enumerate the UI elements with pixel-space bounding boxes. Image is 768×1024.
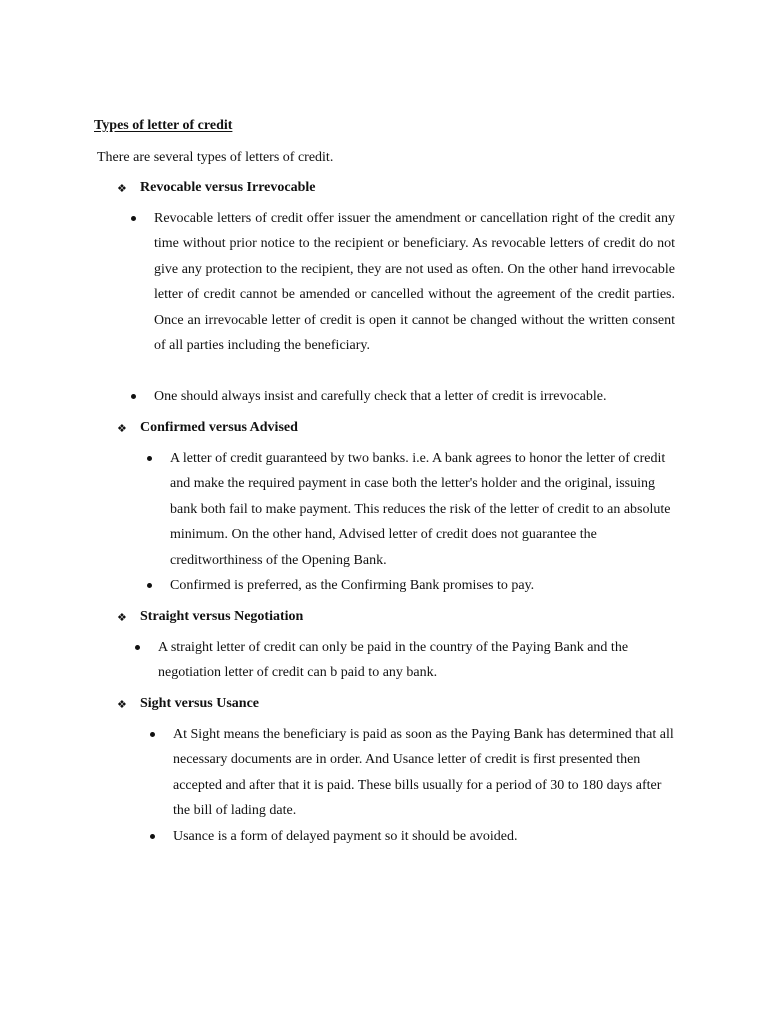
diamond-bullet-icon: ❖ bbox=[117, 612, 127, 624]
section-bullet-text: Confirmed is preferred, as the Confirming Bank promises to pay. bbox=[170, 578, 535, 593]
section-title-confirmed: Confirmed versus Advised bbox=[140, 420, 298, 435]
section-bullet-text: A letter of credit guaranteed by two banks. i.e. A bank agrees to honor the letter of credit and make the required payment in case both the letter's holder and the original, issuing bank both fail to make payment. This reduces the risk of the letter of credit to an absolute minimum. On the other hand, Advised letter of credit does not guarantee the creditworthiness of the Opening Bank. bbox=[170, 451, 671, 568]
section-bullet-text: Usance is a form of delayed payment so it should be avoided. bbox=[173, 829, 518, 844]
round-bullet-icon bbox=[147, 456, 152, 461]
round-bullet-icon bbox=[150, 732, 155, 737]
intro-paragraph: There are several types of letters of credit. bbox=[97, 150, 334, 165]
round-bullet-icon bbox=[147, 583, 152, 588]
round-bullet-icon bbox=[131, 216, 136, 221]
page-title: Types of letter of credit bbox=[94, 118, 233, 133]
section-title-revocable: Revocable versus Irrevocable bbox=[140, 180, 316, 195]
diamond-bullet-icon: ❖ bbox=[117, 699, 127, 711]
section-bullet-text: At Sight means the beneficiary is paid as soon as the Paying Bank has determined that all necessary documents are in order. And Usance letter of credit is first presented then accepted and after that it is paid. These bills usually for a period of 30 to 180 days after the bill of lading date. bbox=[173, 727, 674, 819]
round-bullet-icon bbox=[150, 834, 155, 839]
section-bullet-text: One should always insist and carefully check that a letter of credit is irrevocable. bbox=[154, 389, 607, 404]
round-bullet-icon bbox=[131, 394, 136, 399]
diamond-bullet-icon: ❖ bbox=[117, 423, 127, 435]
section-bullet-text: A straight letter of credit can only be paid in the country of the Paying Bank and the negotiation letter of credit can b paid to any bank. bbox=[158, 640, 629, 681]
round-bullet-icon bbox=[135, 645, 140, 650]
section-bullet-text: Revocable letters of credit offer issuer the amendment or cancellation right of the credit any time without prior notice to the recipient or beneficiary. As revocable letters of credit do not give any protection to the recipient, they are not used as often. On the other hand irrevocable letter of credit cannot be amended or cancelled without the agreement of the credit parties. Once an irrevocable letter of credit is open it cannot be changed without the written consent of all parties including the beneficiary. bbox=[154, 211, 675, 354]
section-title-sight: Sight versus Usance bbox=[140, 696, 260, 711]
section-title-straight: Straight versus Negotiation bbox=[140, 609, 304, 624]
diamond-bullet-icon: ❖ bbox=[117, 183, 127, 195]
